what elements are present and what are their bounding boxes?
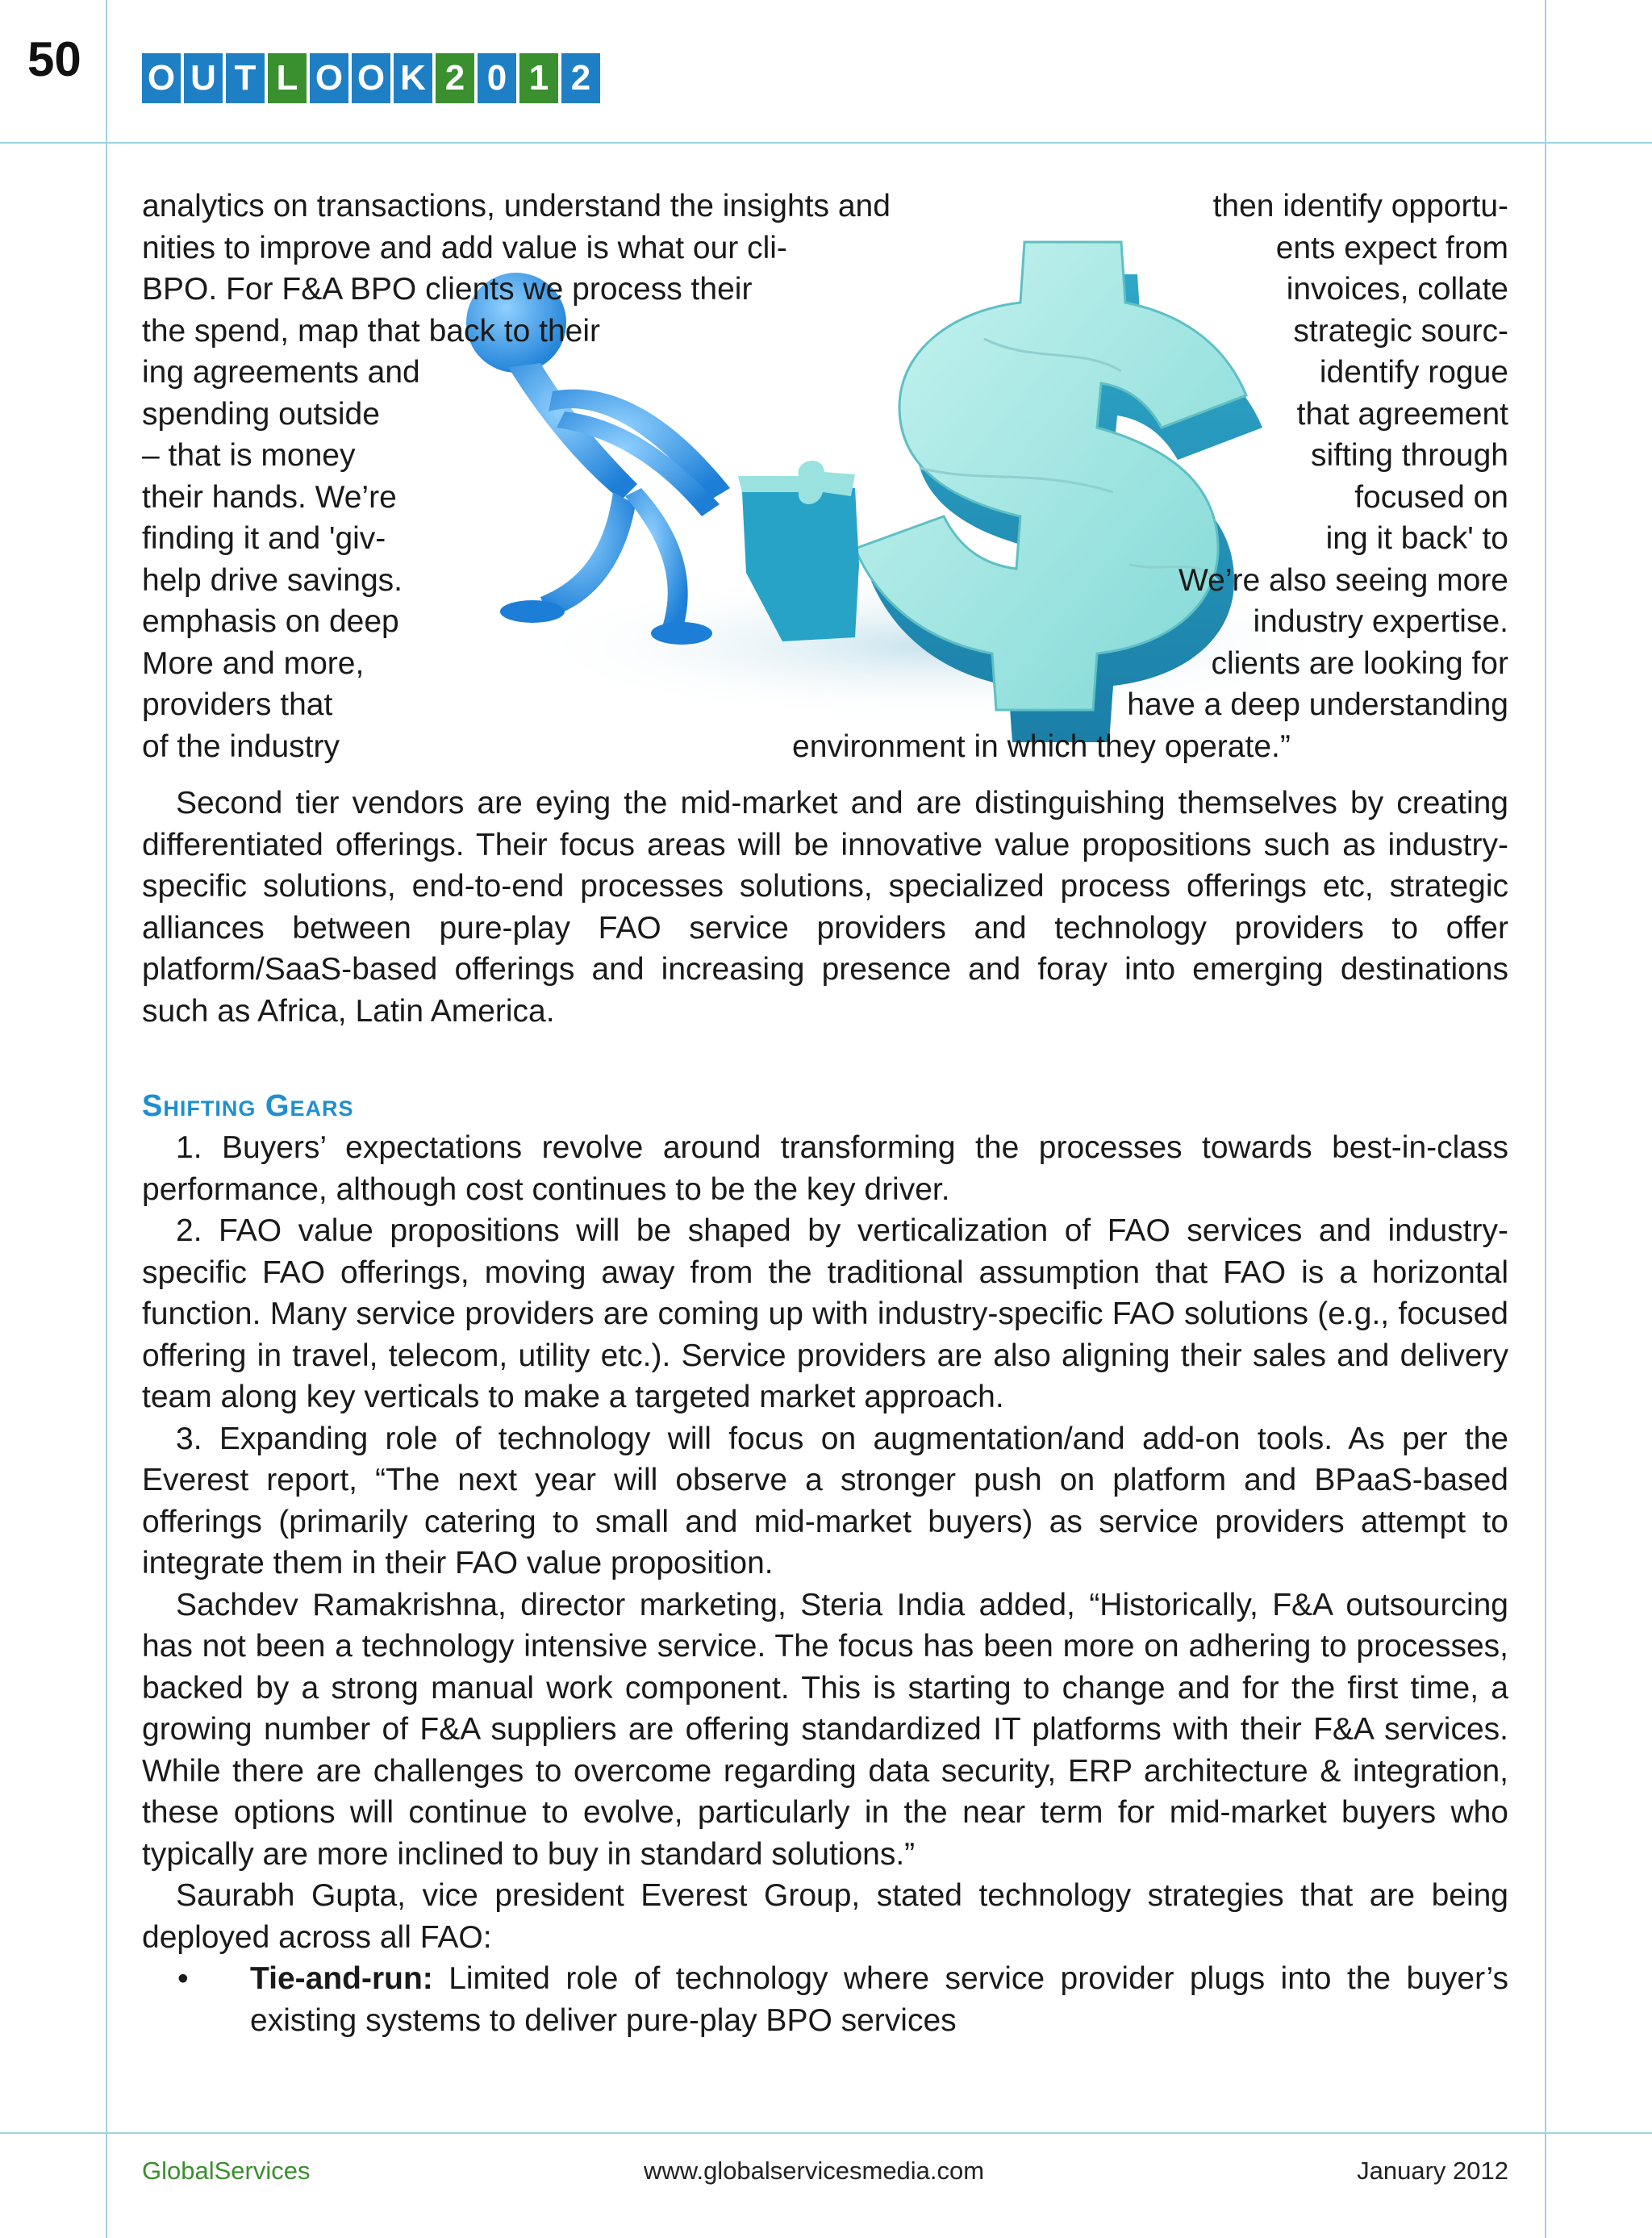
wrap-line-right: industry expertise. xyxy=(1253,604,1508,639)
paragraph: 1. Buyers’ expectations revolve around transforming the processes towards best-in-class performance, although cost continues to be the key driver. xyxy=(142,1130,1508,1207)
footer-brand-global: Global xyxy=(142,2157,215,2185)
wrap-line-left: analytics on transactions, understand the insights and xyxy=(142,189,891,223)
guide-line-top xyxy=(0,142,1652,144)
wrap-line xyxy=(142,435,1508,477)
outlook-letter: 2 xyxy=(561,53,600,103)
wrap-line-left: their hands. We’re xyxy=(142,479,397,515)
wrap-line-left: help drive savings. xyxy=(142,562,403,598)
paragraph: 2. FAO value propositions will be shaped by verticalization of FAO services and industry-specific FAO offerings, moving away from the traditional assumption that FAO is a horizontal function. Many service providers are coming up with industry-specific FAO solutions (e.g., focused offering in travel, telecom, utility etc.). Service providers are also aligning their sales and delivery team along key verticals to make a targeted market approach. xyxy=(142,1213,1508,1414)
wrap-line-left: providers that xyxy=(142,687,333,722)
section-heading: Shifting Gears xyxy=(142,1089,354,1123)
wrap-line xyxy=(142,186,1508,228)
outlook-letter: O xyxy=(352,53,390,103)
wrap-line-right: ing it back' to xyxy=(1325,521,1508,556)
wrap-line xyxy=(142,352,1508,394)
wrap-line-left: BPO. For F&A BPO clients we process their xyxy=(142,272,753,307)
guide-line-left xyxy=(106,0,107,2238)
wrap-line-right: identify rogue xyxy=(1319,355,1508,390)
bullet-item xyxy=(142,1958,1508,2041)
wrap-line xyxy=(142,560,1508,602)
outlook-letter: 0 xyxy=(478,53,516,103)
outlook-letter: 2 xyxy=(436,53,474,103)
outlook-letter: L xyxy=(268,53,307,103)
wrap-line xyxy=(142,684,1508,726)
paragraph: 3. Expanding role of technology will focus on augmentation/and add-on tools. As per the Everest report, “The next year will observe a stronger push on platform and BPaaS-based offerings (primarily catering to small and mid-market buyers) as service providers attempt to integrate them in their FAO value proposition. xyxy=(142,1421,1508,1580)
section-body xyxy=(142,1127,1508,2041)
wrap-line xyxy=(142,394,1508,436)
wrap-line-left: – that is money xyxy=(142,438,356,473)
guide-line-bottom xyxy=(0,2132,1652,2134)
paragraph-block-top xyxy=(142,783,1508,1032)
paragraph: Sachdev Ramakrishna, director marketing, Steria India added, “Historically, F&A outsourcing has not been a technology intensive service. The focus has been more on adhering to processes, backed by a strong manual work component. This is starting to change and for the first time, a growing number of F&A suppliers are offering standardized IT platforms with their F&A services. While there are challenges to overcome regarding data security, ERP architecture & integration, these options will continue to evolve, particularly in the near term for mid-market buyers who typically are more inclined to buy in standard solutions.” xyxy=(142,1587,1508,1872)
wrap-line-left: the spend, map that back to their xyxy=(142,313,601,349)
wrap-line-right: invoices, collate xyxy=(1286,272,1508,307)
wrap-line-left: finding it and 'giv- xyxy=(142,521,386,556)
article-body xyxy=(142,186,1508,767)
guide-line-right xyxy=(1545,0,1546,2238)
wrap-line-left: emphasis on deep xyxy=(142,604,399,639)
wrap-line-right: have a deep understanding xyxy=(1127,687,1508,722)
wrap-line-left: ing agreements and xyxy=(142,355,420,390)
wrap-line-left: More and more, xyxy=(142,645,365,681)
wrap-line-right: environment in which they operate.” xyxy=(792,729,1291,764)
wrap-line-right: focused on xyxy=(1354,479,1508,515)
wrap-line-right: We’re also seeing more xyxy=(1179,562,1508,598)
footer-date: January 2012 xyxy=(1357,2157,1508,2185)
footer-brand xyxy=(142,2157,310,2186)
outlook-letter: K xyxy=(394,53,432,103)
wrap-line-right: clients are looking for xyxy=(1211,645,1508,681)
footer-brand-services: Services xyxy=(214,2157,311,2185)
wrap-line-right: strategic sourc- xyxy=(1293,313,1508,349)
outlook-2012-banner xyxy=(142,53,603,103)
wrap-line xyxy=(142,477,1508,519)
wrap-line xyxy=(142,269,1508,311)
wrap-line-right: ents expect from xyxy=(1275,230,1508,265)
wrap-line xyxy=(142,518,1508,560)
outlook-letter: O xyxy=(310,53,348,103)
wrap-line-left: spending outside xyxy=(142,396,380,432)
bullet-description: Limited role of technology where service provider plugs into the buyer’s existing systems to deliver pure-play BPO services xyxy=(250,1961,1508,2038)
wrap-line-left: of the industry xyxy=(142,729,340,764)
outlook-letter: 1 xyxy=(519,53,558,103)
wrap-line-right: then identify opportu- xyxy=(1212,189,1508,223)
wrap-line-left: nities to improve and add value is what our cli- xyxy=(142,230,787,265)
page-number: 50 xyxy=(27,32,81,86)
paragraph: Saurabh Gupta, vice president Everest Group, stated technology strategies that are being deployed across all FAO: xyxy=(142,1878,1508,1955)
wrap-line-right: that agreement xyxy=(1296,396,1508,432)
wrap-line-right: sifting through xyxy=(1311,438,1508,473)
outlook-letter: U xyxy=(184,53,223,103)
footer-url[interactable]: www.globalservicesmedia.com xyxy=(644,2157,985,2185)
paragraph: Second tier vendors are eying the mid-market and are distinguishing themselves by creating differentiated offerings. Their focus areas will be innovative value propositions such as industry-specific solutions, end-to-end processes solutions, specialized process offerings etc, strategic alliances between pure-play FAO service providers and technology providers to offer platform/SaaS-based offerings and increasing presence and foray into emerging destinations such as Africa, Latin America. xyxy=(142,786,1508,1029)
wrap-line xyxy=(142,228,1508,269)
bullet-text xyxy=(250,1958,1508,2041)
bullet-marker: • xyxy=(177,1961,189,1996)
wrap-line xyxy=(142,311,1508,353)
wrap-line xyxy=(142,643,1508,685)
wrap-line xyxy=(142,601,1508,643)
outlook-letter: O xyxy=(142,53,181,103)
bullet-term: Tie-and-run: xyxy=(250,1961,433,1996)
outlook-letter: T xyxy=(226,53,265,103)
wrap-line xyxy=(142,726,1508,768)
